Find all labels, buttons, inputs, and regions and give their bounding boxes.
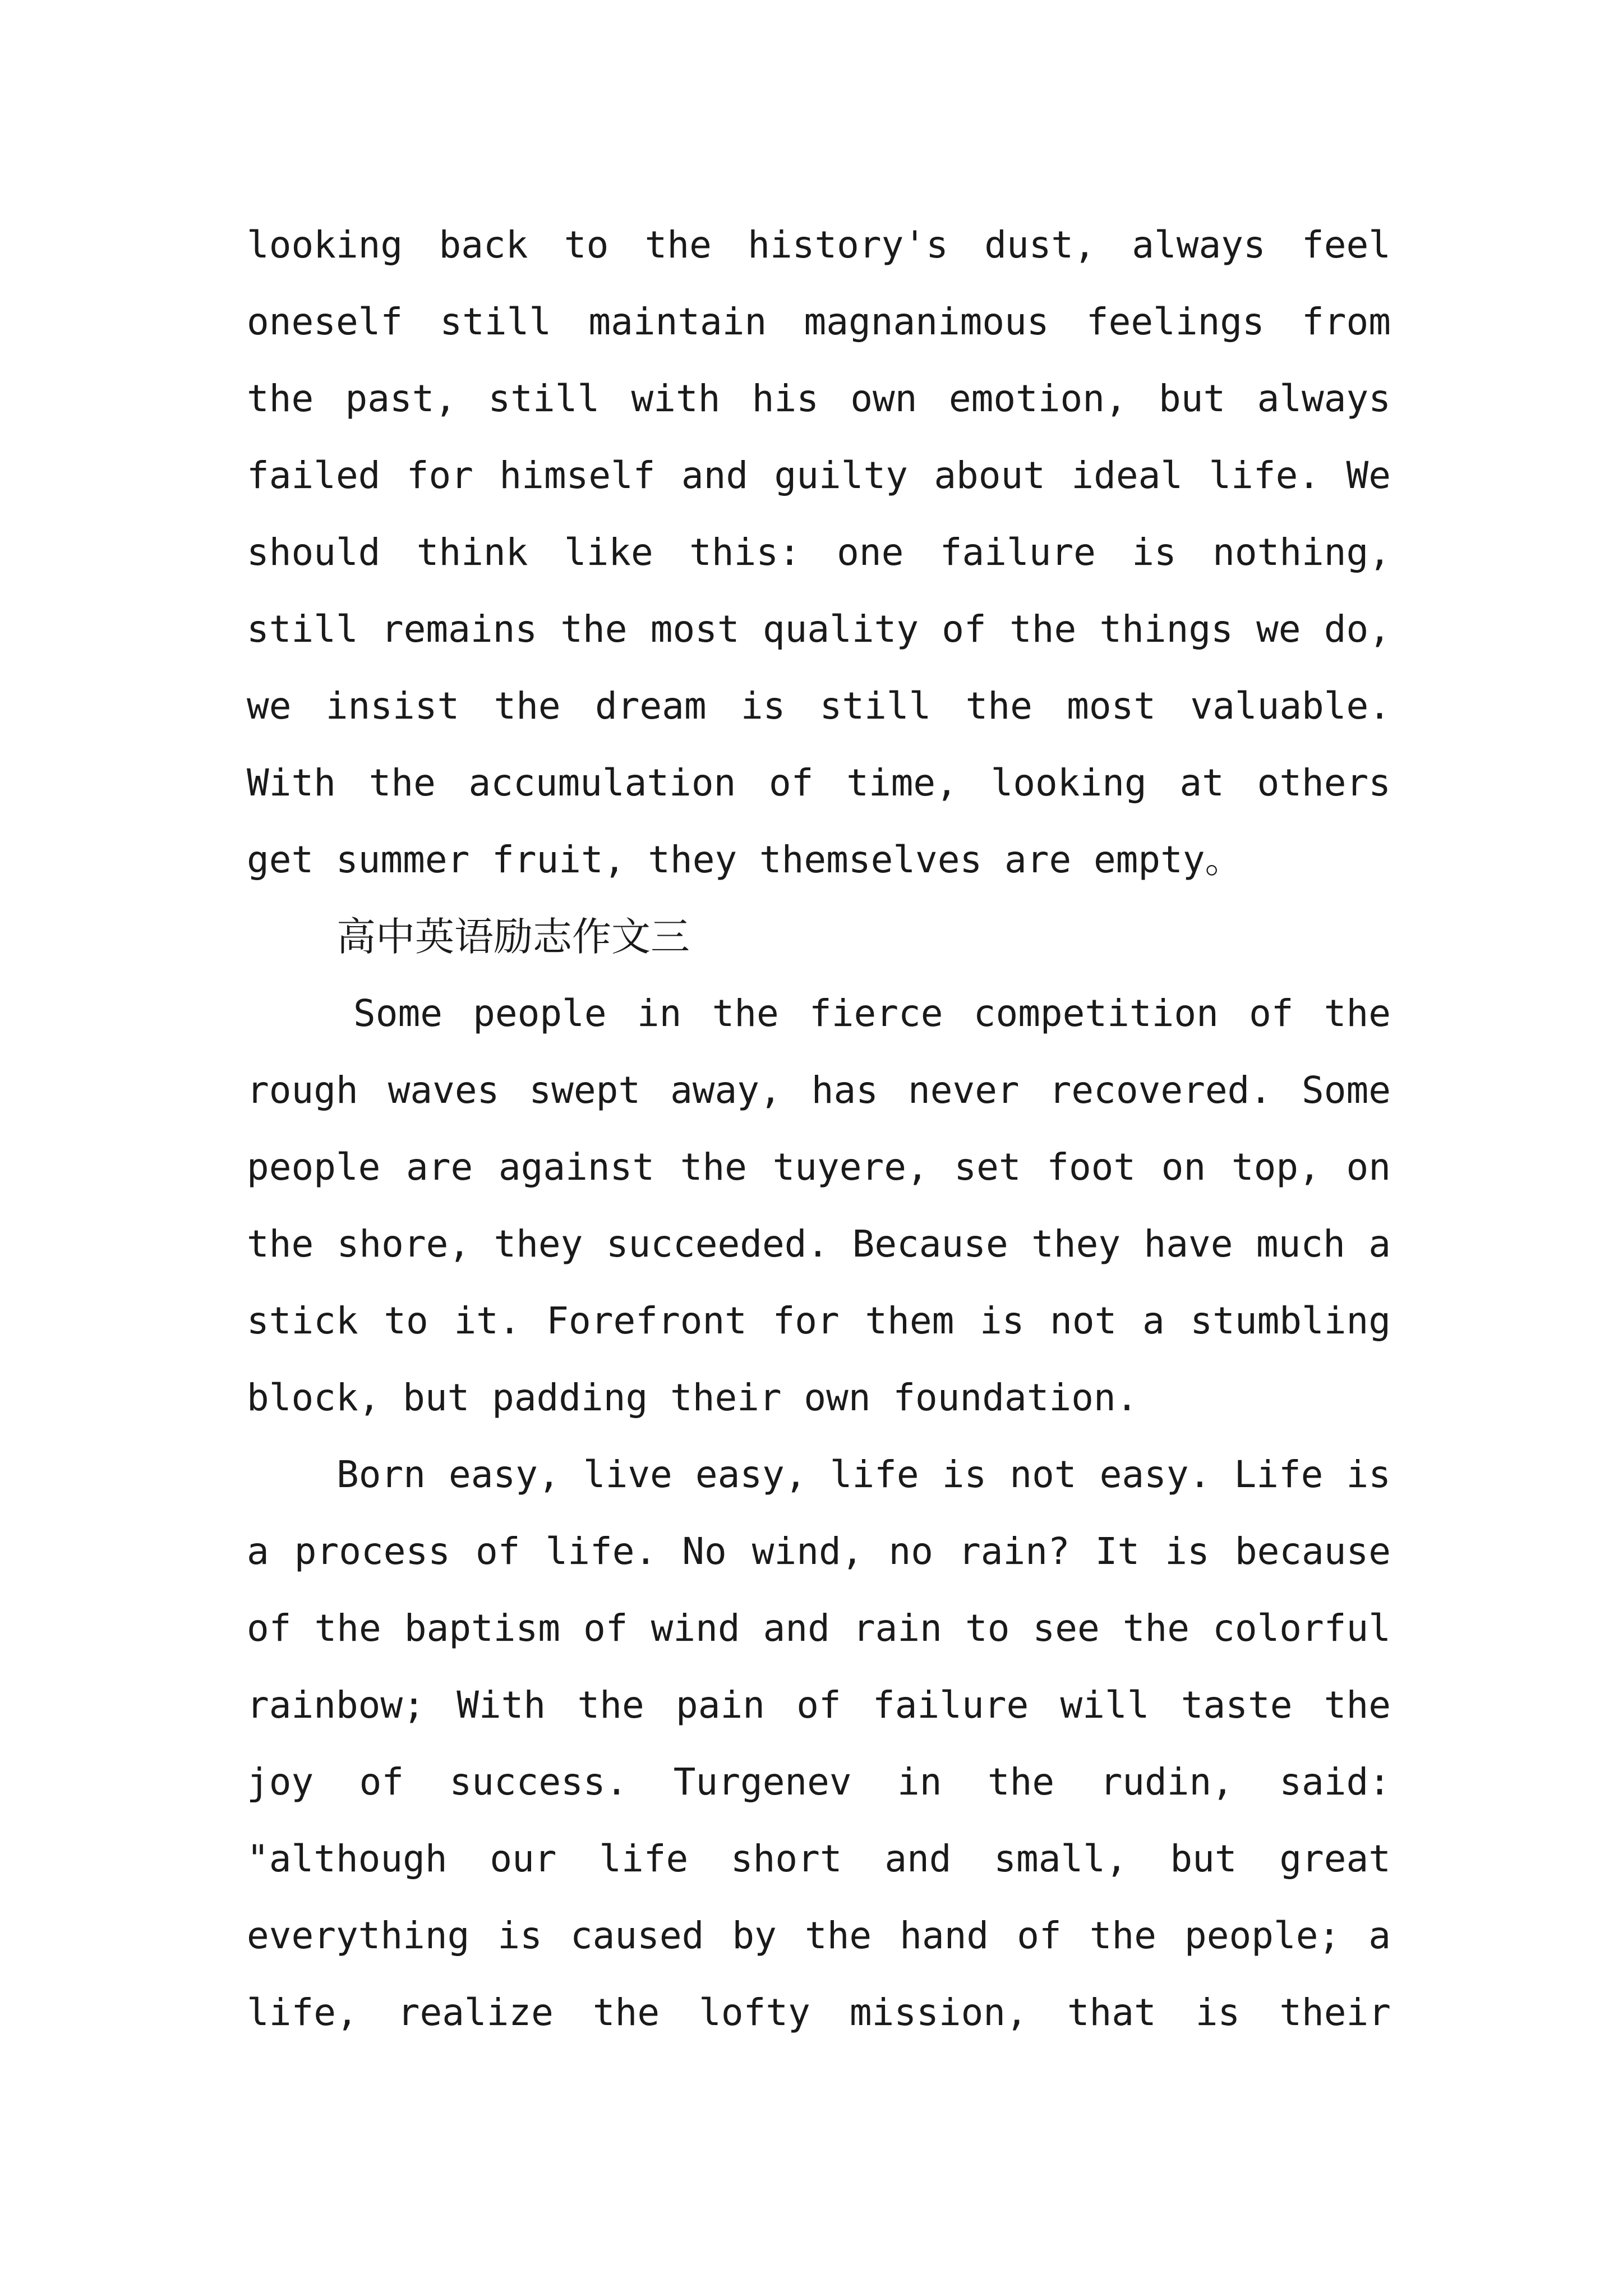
text-line: looking back to the history's dust, always feel [247, 223, 1391, 266]
text-line: a process of life. No wind, no rain? It is because [247, 1530, 1391, 1573]
text-line: should think like this: one failure is nothing, [247, 531, 1391, 574]
text-line: of the baptism of wind and rain to see the colorful [247, 1607, 1391, 1650]
text-line: we insist the dream is still the most valuable. [247, 684, 1391, 728]
text-line: still remains the most quality of the things we do, [247, 608, 1391, 651]
text-line: "although our life short and small, but great [247, 1837, 1391, 1880]
text-line: Born easy, live easy, life is not easy. Life is [336, 1453, 1391, 1496]
text-line: life, realize the lofty mission, that is their [247, 1991, 1391, 2034]
text-line: everything is caused by the hand of the people; a [247, 1914, 1391, 1957]
text-line: rainbow; With the pain of failure will taste the [247, 1683, 1391, 1727]
text-line: the shore, they succeeded. Because they have much a [247, 1222, 1391, 1266]
text-line: get summer fruit, they themselves are empty。 [247, 838, 1242, 881]
text-line: people are against the tuyere, set foot on top, on [247, 1145, 1391, 1189]
text-line: rough waves swept away, has never recovered. Some [247, 1069, 1391, 1112]
text-line: oneself still maintain magnanimous feelings from [247, 300, 1391, 343]
section-heading: 高中英语励志作文三 [336, 914, 690, 960]
text-line: With the accumulation of time, looking at others [247, 761, 1391, 804]
text-line: block, but padding their own foundation. [247, 1376, 1138, 1419]
text-line: Some people in the fierce competition of the [353, 992, 1391, 1035]
text-line: the past, still with his own emotion, but always [247, 377, 1391, 420]
text-line: stick to it. Forefront for them is not a stumbling [247, 1299, 1391, 1342]
text-line: failed for himself and guilty about ideal life. We [247, 454, 1391, 497]
text-line: joy of success. Turgenev in the rudin, said: [247, 1760, 1391, 1803]
